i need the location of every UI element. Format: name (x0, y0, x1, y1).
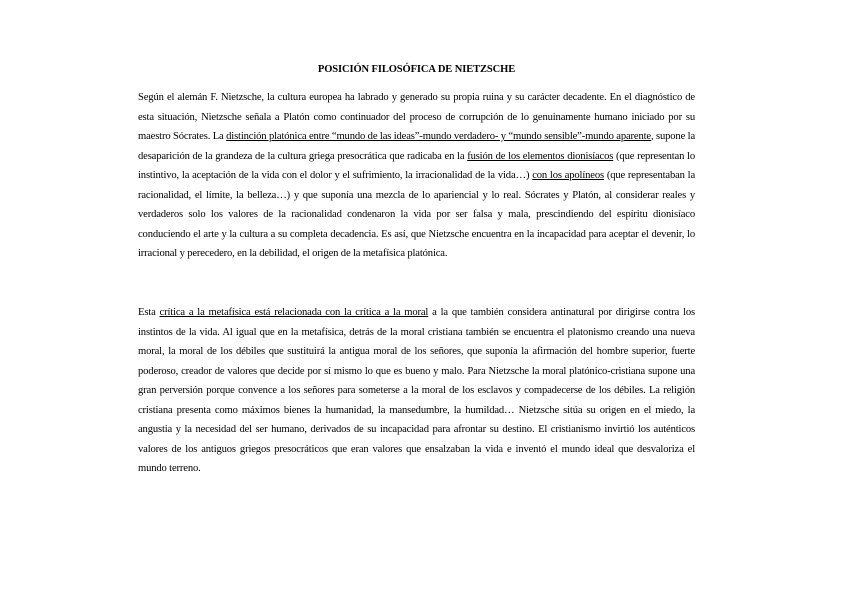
paragraph-1-text-2: , supone la desaparición de la grandeza de la cultura griega presocrática que radicaba en la (138, 131, 695, 162)
paragraph-2 (138, 303, 695, 479)
paragraph-2-text-2: a la que también considera antinatural por dirigirse contra los instintos de la vida. Al igual que en la metafísica, detrás de la moral cristiana también se encuentra el platonismo creando una nueva moral, la moral de los débiles que sustituirá la antigua moral de los señores, que suponía la afirmación del hombre superior, fuerte poderoso, creador de valores que decide por sí mismo lo que es bueno y malo. Para Nietzsche la moral platónico-cristiana supone una gran perversión porque convence a los señores para someterse a la moral de los esclavos y compadecerse de los débiles. La religión cristiana presenta como máximos bienes la humanidad, la mansedumbre, la humildad… Nietzsche sitúa su origen en el miedo, la angustia y la necesidad del ser humano, derivados de su incapacidad para afrontar su destino. El cristianismo invirtió los auténticos valores de los antiguos griegos presocráticos que eran valores que ensalzaban la vida e inventó el mundo ideal que desvaloriza el mundo terreno. (138, 307, 695, 474)
paragraph-2-underline-1: crítica a la metafísica está relacionada con la crítica a la moral (159, 307, 429, 318)
document-title: POSICIÓN FILOSÓFICA DE NIETZSCHE (317, 64, 516, 75)
paragraph-1-text-1: Según el alemán F. Nietzsche, la cultura europea ha labrado y generado su propia ruina y su carácter decadente. En el diagnóstico de esta situación, Nietzsche señala a Platón como continuador del proceso de corrupción de lo genuinamente humano iniciado por su maestro Sócrates. La (138, 92, 695, 142)
paragraph-1-text-4: (que representaban la racionalidad, el límite, la belleza…) y que suponía una mezcla de lo apariencial y lo real. Sócrates y Platón, al considerar reales y verdaderos solo los valores de la racionalidad condenaron la vida por ser falsa y mala, prescindiendo del espíritu dionisíaco conduciendo el arte y la cultura a su completa decadencia. Es así, que Nietzsche encuentra en la incapacidad para aceptar el devenir, lo irracional y perecedero, en la debilidad, el origen de la metafísica platónica. (138, 170, 696, 259)
paragraph-1-underline-3: con los apolíneos (532, 170, 604, 181)
paragraph-1-underline-1: distinción platónica entre “mundo de las ideas”-mundo verdadero- y “mundo sensible”-mundo aparente (226, 131, 651, 142)
paragraph-1-text-3: (que representan lo instintivo, la aceptación de la vida con el dolor y el sufrimiento, la irracionalidad de la vida…) (138, 150, 695, 181)
paragraph-1-underline-2: fusión de los elementos dionisíacos (467, 150, 614, 162)
paragraph-2-text-1: Esta (138, 307, 160, 318)
paragraph-1 (138, 88, 695, 264)
